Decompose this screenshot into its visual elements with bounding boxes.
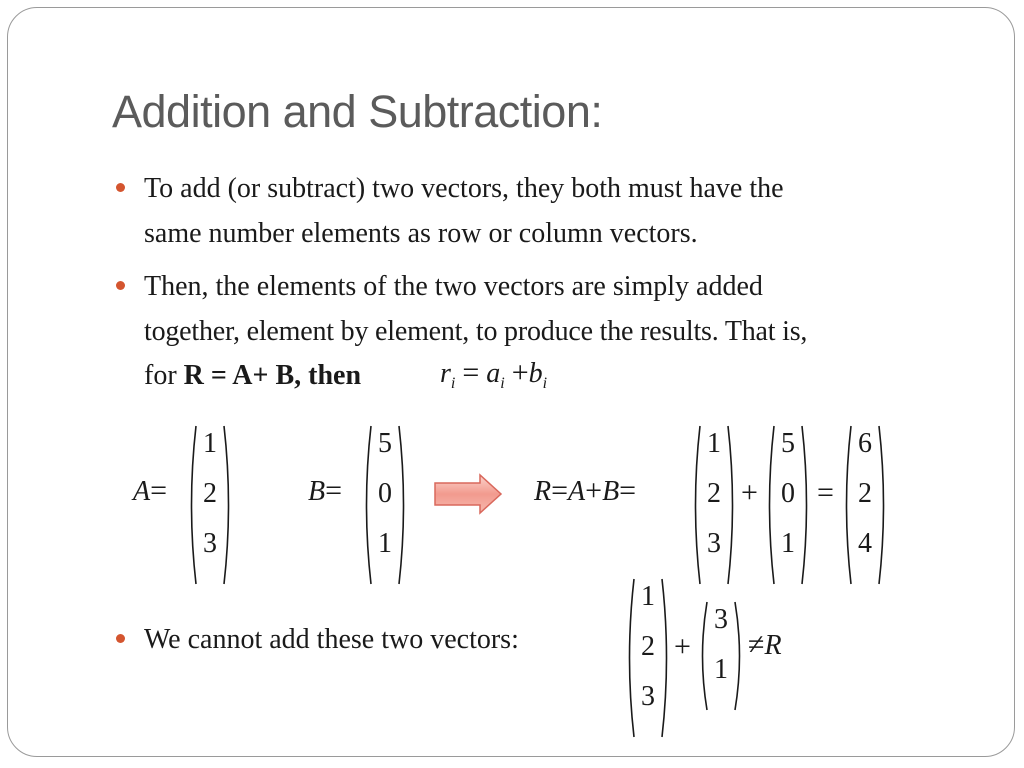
bullet-2-line-3 (144, 354, 361, 398)
vector-element: 1 (714, 654, 728, 685)
vector-element: 6 (858, 428, 872, 459)
vector-element: 2 (203, 478, 217, 509)
A-symbol: A (568, 476, 586, 507)
eq-B-label (308, 474, 342, 508)
vector-element: 1 (781, 528, 795, 559)
formula-i: i (500, 375, 505, 392)
vector-element: 0 (378, 478, 392, 509)
vector-element: 2 (858, 478, 872, 509)
vector-A (186, 424, 234, 586)
formula-a: a (486, 358, 501, 389)
eq-R-expression (534, 474, 636, 508)
bullet-3-text: We cannot add these two vectors: (144, 624, 519, 655)
vector-element: 3 (641, 681, 655, 712)
vector-element: 1 (641, 581, 655, 612)
vector-sum-R (841, 424, 889, 586)
formula-i: i (450, 375, 456, 392)
bullet-2-line-2: together, element by element, to produce the results. That is, (144, 316, 808, 347)
plus-sign: + (585, 474, 603, 507)
plus-sign: + (674, 630, 691, 663)
vector-element: 2 (641, 631, 655, 662)
eq-sign: = (619, 474, 637, 507)
right-arrow-icon (432, 472, 504, 516)
vector-sum-A (690, 424, 738, 586)
bullet-1-line-2: same number elements as row or column vectors. (144, 218, 698, 249)
bullet-icon (116, 634, 125, 643)
neq-expression (748, 628, 782, 662)
inline-formula (440, 356, 547, 390)
bullet-1-line-1: To add (or subtract) two vectors, they both must have the (144, 173, 784, 204)
B-symbol: B (602, 476, 620, 507)
vector-B (361, 424, 409, 586)
formula-i: i (542, 375, 548, 392)
vector-bad-2 (697, 600, 745, 712)
vector-element: 1 (203, 428, 217, 459)
R-symbol: R (534, 476, 552, 507)
A-symbol: A (133, 476, 151, 507)
R-symbol: R (764, 630, 782, 661)
slide-title: Addition and Subtraction: (112, 86, 603, 137)
vector-element: 3 (707, 528, 721, 559)
bold-equation: R = A+ B, then (183, 360, 362, 391)
vector-element: 3 (714, 604, 728, 635)
eq-sign: = (817, 476, 834, 509)
bullet-icon (116, 281, 125, 290)
eq-sign: = (325, 474, 343, 507)
vector-element: 5 (378, 428, 392, 459)
formula-b: b (528, 358, 543, 389)
vector-element: 4 (858, 528, 872, 559)
vector-element: 0 (781, 478, 795, 509)
vector-element: 1 (378, 528, 392, 559)
formula-plus: + (511, 356, 529, 389)
bullet-2-line-1: Then, the elements of the two vectors are simply added (144, 271, 763, 302)
B-symbol: B (308, 476, 326, 507)
formula-r: r (440, 358, 451, 389)
for-text: for (144, 360, 177, 391)
vector-bad-1 (624, 577, 672, 739)
vector-element: 5 (781, 428, 795, 459)
vector-element: 3 (203, 528, 217, 559)
vector-element: 1 (707, 428, 721, 459)
plus-sign: + (741, 476, 758, 509)
eq-A-label (133, 474, 167, 508)
vector-sum-B (764, 424, 812, 586)
bullet-icon (116, 183, 125, 192)
formula-eq: = (462, 356, 480, 389)
vector-element: 2 (707, 478, 721, 509)
eq-sign: = (150, 474, 168, 507)
not-equal-sign: ≠ (748, 628, 765, 661)
eq-sign: = (551, 474, 569, 507)
